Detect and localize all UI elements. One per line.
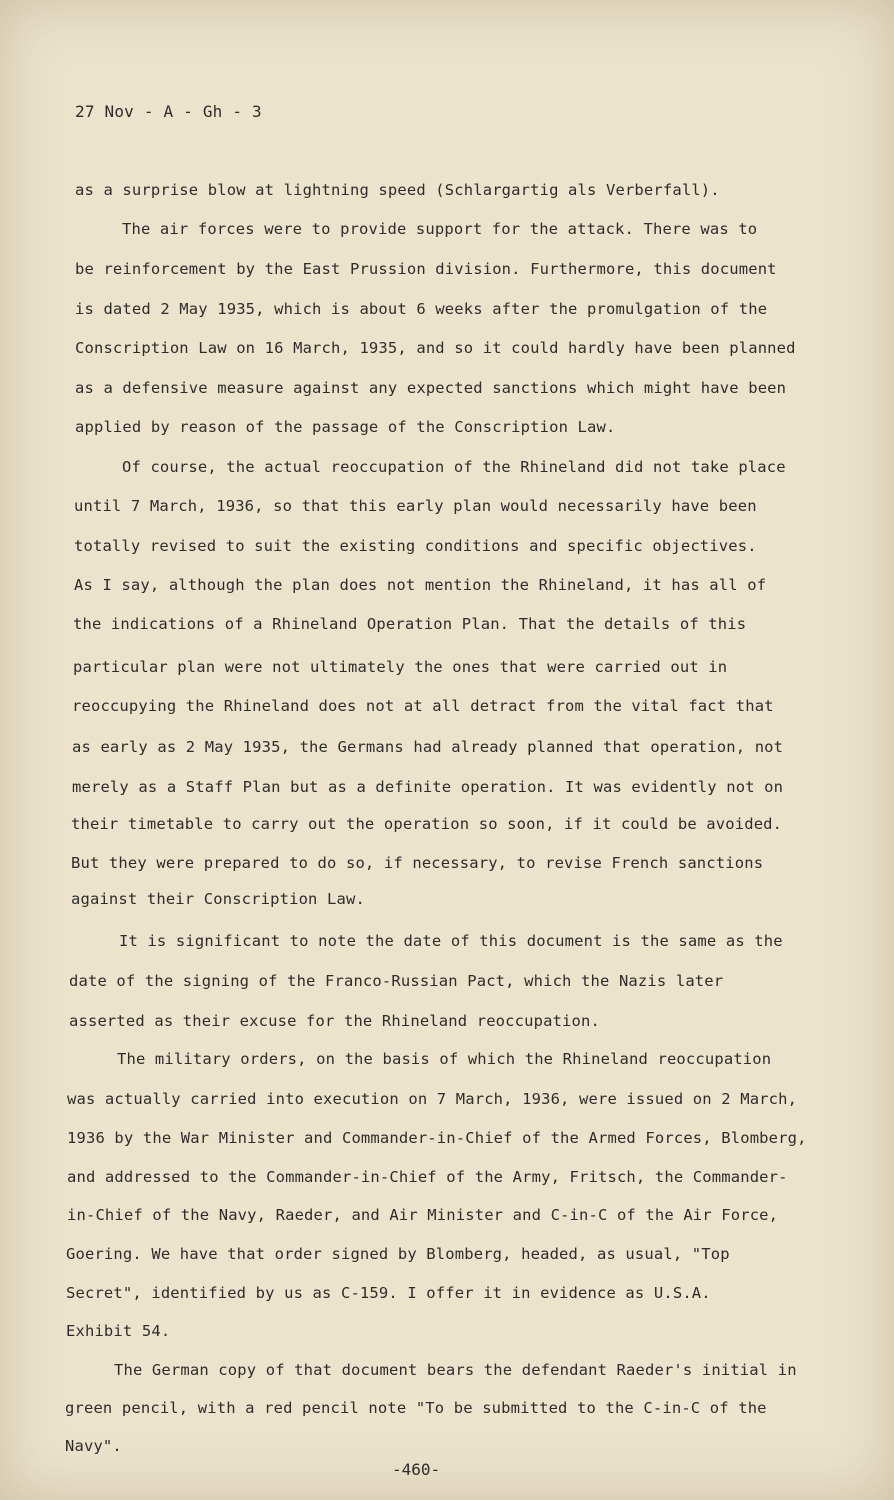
text-line: applied by reason of the passage of the Conscription Law. (75, 418, 616, 436)
text-line: date of the signing of the Franco-Russian Pact, which the Nazis later (69, 972, 724, 990)
text-line: green pencil, with a red pencil note "To be submitted to the C-in-C of the (65, 1399, 767, 1417)
text-line: was actually carried into execution on 7 March, 1936, were issued on 2 March, (67, 1090, 798, 1108)
text-line: 1936 by the War Minister and Commander-in-Chief of the Armed Forces, Blomberg, (67, 1129, 807, 1147)
text-line: their timetable to carry out the operation so soon, if it could be avoided. (71, 815, 783, 833)
text-line: Exhibit 54. (66, 1322, 171, 1340)
text-line: as early as 2 May 1935, the Germans had already planned that operation, not (72, 738, 784, 756)
text-line: As I say, although the plan does not mention the Rhineland, it has all of (74, 576, 767, 594)
text-line: merely as a Staff Plan but as a definite operation. It was evidently not on (72, 778, 784, 796)
text-line: and addressed to the Commander-in-Chief of the Army, Fritsch, the Commander- (67, 1168, 788, 1186)
text-line: Of course, the actual reoccupation of the Rhineland did not take place (122, 458, 786, 476)
text-line: as a surprise blow at lightning speed (Schlargartig als Verberfall). (75, 181, 720, 199)
text-line: asserted as their excuse for the Rhineland reoccupation. (69, 1012, 600, 1030)
text-line: is dated 2 May 1935, which is about 6 weeks after the promulgation of the (75, 300, 768, 318)
page-header: 27 Nov - A - Gh - 3 (75, 102, 262, 121)
text-line: as a defensive measure against any expected sanctions which might have been (75, 379, 787, 397)
text-line: Goering. We have that order signed by Blomberg, headed, as usual, "Top (66, 1245, 730, 1263)
text-line: until 7 March, 1936, so that this early plan would necessarily have been (74, 497, 757, 515)
text-line: The air forces were to provide support for the attack. There was to (122, 220, 758, 238)
text-line: totally revised to suit the existing conditions and specific objectives. (74, 537, 757, 555)
text-line: particular plan were not ultimately the ones that were carried out in (73, 658, 728, 676)
text-line: But they were prepared to do so, if necessary, to revise French sanctions (71, 854, 764, 872)
text-line: The military orders, on the basis of which the Rhineland reoccupation (117, 1050, 772, 1068)
text-line: the indications of a Rhineland Operation Plan. That the details of this (73, 615, 747, 633)
text-line: Secret", identified by us as C-159. I offer it in evidence as U.S.A. (66, 1284, 711, 1302)
text-line: be reinforcement by the East Prussion division. Furthermore, this document (75, 260, 777, 278)
text-line: in-Chief of the Navy, Raeder, and Air Minister and C-in-C of the Air Force, (67, 1206, 779, 1224)
text-line: The German copy of that document bears the defendant Raeder's initial in (114, 1361, 797, 1379)
page-number: -460- (392, 1460, 441, 1479)
text-line: Navy". (65, 1437, 122, 1455)
text-line: against their Conscription Law. (71, 890, 365, 908)
text-line: Conscription Law on 16 March, 1935, and so it could hardly have been planned (75, 339, 796, 357)
text-line: reoccupying the Rhineland does not at all detract from the vital fact that (72, 697, 774, 715)
text-line: It is significant to note the date of this document is the same as the (119, 932, 783, 950)
